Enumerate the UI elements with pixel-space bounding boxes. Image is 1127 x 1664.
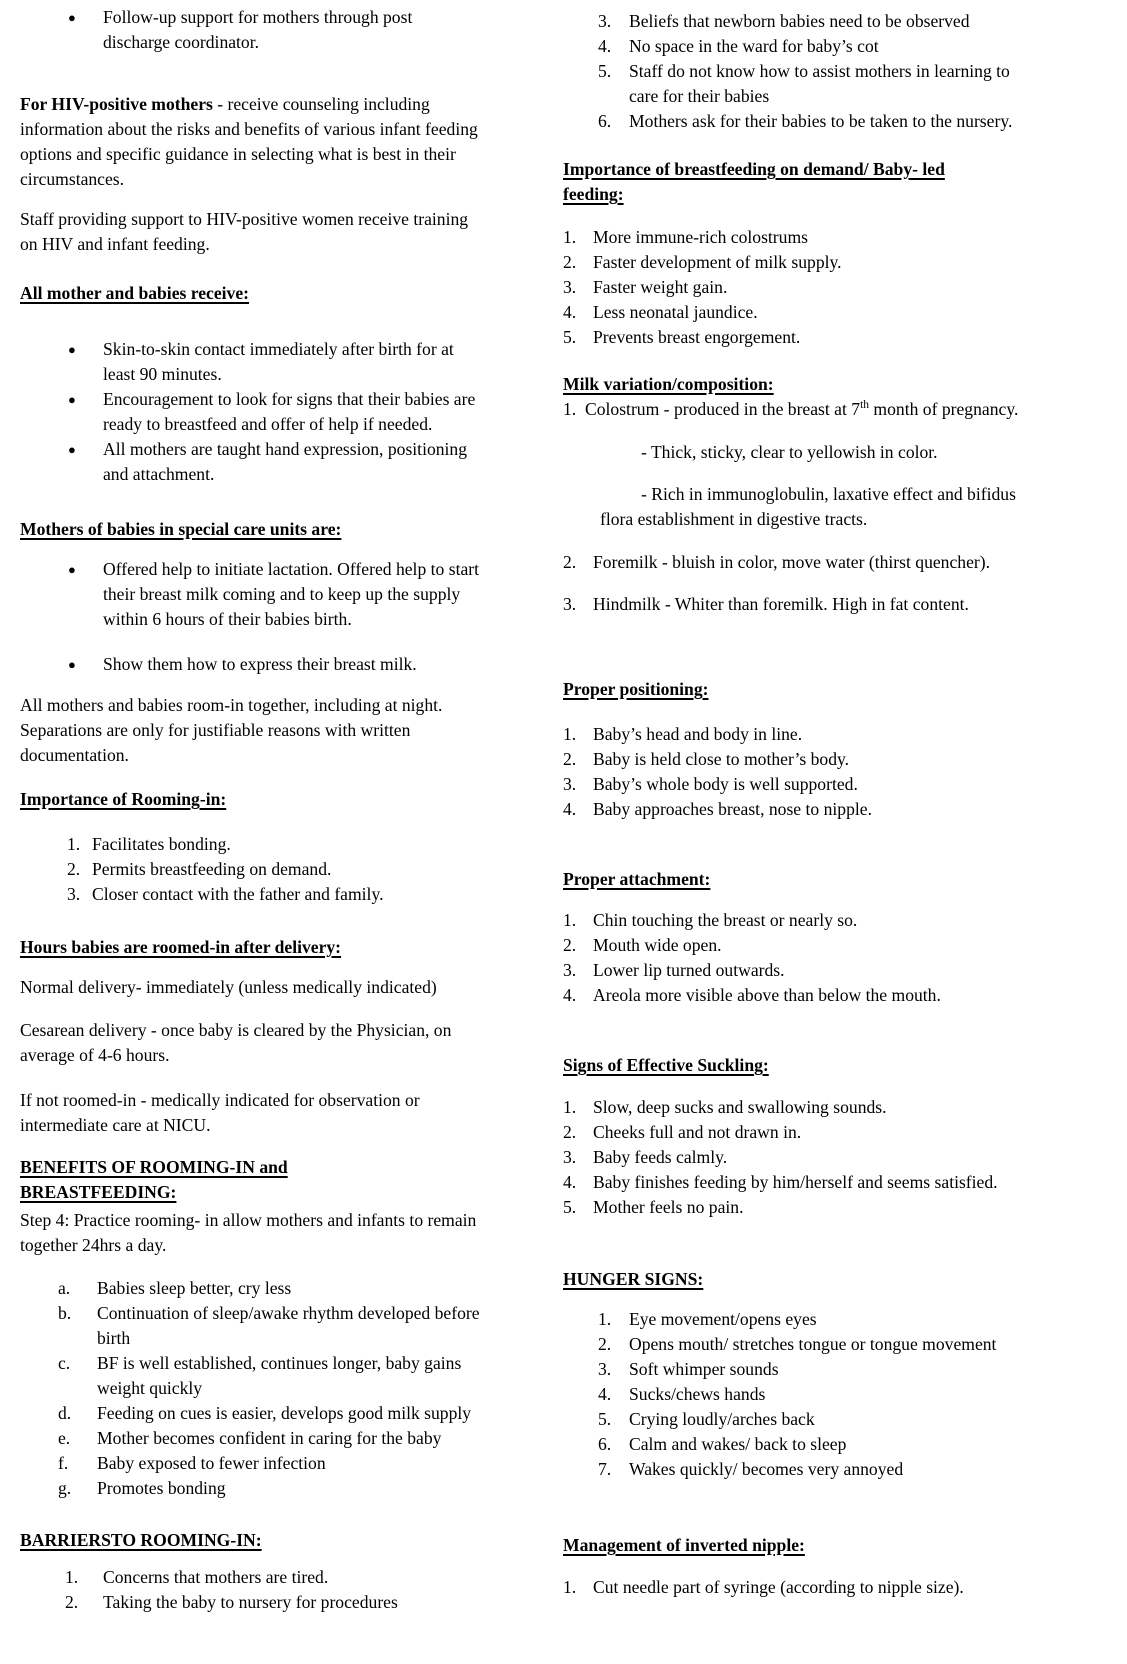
list-marker: 3. <box>598 1359 612 1379</box>
list-marker: 1. <box>67 834 81 854</box>
colostrum-note-thick: - Thick, sticky, clear to yellowish in color. <box>641 442 938 462</box>
list-item: 3. Beliefs that newborn babies need to be observed <box>563 9 1038 34</box>
list-marker: c. <box>58 1353 71 1373</box>
list-item: 1. Eye movement/opens eyes <box>563 1307 1038 1332</box>
superscript-th: th <box>860 399 870 412</box>
heading-proper-positioning: Proper positioning: <box>563 679 709 699</box>
list-item: 5. Crying loudly/arches back <box>563 1407 1038 1432</box>
list-marker: 5. <box>563 1197 577 1217</box>
hours-not-roomed-in: If not roomed-in - medically indicated for observation or intermediate care at NICU. <box>20 1090 420 1135</box>
bullet-icon: ● <box>68 442 76 457</box>
list-marker: g. <box>58 1478 72 1498</box>
list-item: 3. Soft whimper sounds <box>563 1357 1038 1382</box>
list-marker: 2. <box>563 252 577 272</box>
list-marker: 2. <box>563 935 577 955</box>
list-marker: 4. <box>563 985 577 1005</box>
list-item: ● Show them how to express their breast milk. <box>20 652 480 677</box>
list-marker: 4. <box>598 36 612 56</box>
hindmilk-item: 3. Hindmilk - Whiter than foremilk. High in fat content. <box>563 592 1038 617</box>
colostrum-note-rich: - Rich in immunoglobulin, laxative effect and bifidus flora establishment in digestive tracts. <box>600 484 1016 529</box>
list-item: 3. Lower lip turned outwards. <box>563 958 1038 983</box>
list-marker: 2. <box>598 1334 612 1354</box>
list-item: ● Skin-to-skin contact immediately after birth for at least 90 minutes. <box>68 339 454 384</box>
list-item: 2. Mouth wide open. <box>563 933 1038 958</box>
list-item: 4. Sucks/chews hands <box>563 1382 1038 1407</box>
barriers-continued-list <box>563 9 1038 134</box>
demand-feeding-list <box>563 225 1038 350</box>
list-item: e. Mother becomes confident in caring for the baby <box>20 1426 480 1451</box>
list-item: 1. Concerns that mothers are tired. <box>20 1565 480 1590</box>
followup-bullet-item <box>20 5 480 55</box>
inverted-nipple-item: 1. Cut needle part of syringe (according to nipple size). <box>563 1575 1038 1600</box>
list-marker: 4. <box>563 302 577 322</box>
rooming-importance-list <box>20 832 480 907</box>
right-column <box>563 0 1038 1600</box>
heading-breastfeeding-on-demand: Importance of breastfeeding on demand/ Baby- led feeding: <box>563 159 945 204</box>
heading-benefits-rooming-in: BENEFITS OF ROOMING-IN and BREASTFEEDING: <box>20 1157 288 1202</box>
heading-effective-suckling: Signs of Effective Suckling: <box>563 1055 769 1075</box>
list-item: 1. Slow, deep sucks and swallowing sounds. <box>563 1095 1038 1120</box>
room-in-paragraph: All mothers and babies room-in together, including at night. Separations are only for justifiable reasons with written documentation. <box>20 695 443 765</box>
list-item: 1. Facilitates bonding. <box>20 832 480 857</box>
list-marker: 3. <box>563 960 577 980</box>
list-item: 2. Faster development of milk supply. <box>563 250 1038 275</box>
list-item: ● Offered help to initiate lactation. Offered help to start their breast milk coming and to keep up the supply within 6 hours of their babies birth. <box>68 559 480 629</box>
heading-barriers-rooming-in: BARRIERSTO ROOMING-IN: <box>20 1530 262 1550</box>
list-marker: 2. <box>67 859 81 879</box>
list-item: 4. Baby finishes feeding by him/herself and seems satisfied. <box>563 1170 1038 1195</box>
staff-paragraph: Staff providing support to HIV-positive women receive training on HIV and infant feeding. <box>20 209 469 254</box>
heading-inverted-nipple: Management of inverted nipple: <box>563 1535 805 1555</box>
heading-hunger-signs: HUNGER SIGNS: <box>563 1269 704 1289</box>
list-item: g. Promotes bonding <box>20 1476 480 1501</box>
list-marker: 4. <box>563 1172 577 1192</box>
list-marker: a. <box>58 1278 71 1298</box>
list-marker: 3. <box>563 774 577 794</box>
heading-milk-variation: Milk variation/composition: <box>563 374 774 394</box>
list-marker: 6. <box>598 111 612 131</box>
list-marker: 3. <box>563 277 577 297</box>
list-item: f. Baby exposed to fewer infection <box>20 1451 480 1476</box>
list-item: 4. No space in the ward for baby’s cot <box>563 34 1038 59</box>
list-marker: e. <box>58 1428 71 1448</box>
heading-special-care-units: Mothers of babies in special care units are: <box>20 519 342 539</box>
bullet-icon: ● <box>68 342 76 357</box>
heading-hours-roomed-in: Hours babies are roomed-in after delivery: <box>20 937 342 957</box>
list-item: 5. Staff do not know how to assist mothers in learning to care for their babies <box>598 61 1010 106</box>
special-care-bullet-list <box>20 557 480 677</box>
list-item: 1. Chin touching the breast or nearly so. <box>563 908 1038 933</box>
list-marker: 6. <box>598 1434 612 1454</box>
list-item: 2. Permits breastfeeding on demand. <box>20 857 480 882</box>
list-item: c. BF is well established, continues longer, baby gains weight quickly <box>58 1353 462 1398</box>
benefits-intro-paragraph: Step 4: Practice rooming- in allow mothers and infants to remain together 24hrs a day. <box>20 1210 477 1255</box>
list-item: d. Feeding on cues is easier, develops good milk supply <box>20 1401 480 1426</box>
list-marker: 1. <box>563 724 577 744</box>
list-marker: b. <box>58 1303 72 1323</box>
suckling-list <box>563 1095 1038 1220</box>
bullet-icon: ● <box>68 657 76 672</box>
hours-normal-delivery: Normal delivery- immediately (unless medically indicated) <box>20 977 437 997</box>
list-marker: 2. <box>563 552 577 572</box>
list-item: 3. Baby feeds calmly. <box>563 1145 1038 1170</box>
list-item: 1. More immune-rich colostrums <box>563 225 1038 250</box>
bullet-icon: ● <box>68 392 76 407</box>
attachment-list <box>563 908 1038 1008</box>
heading-importance-rooming-in: Importance of Rooming-in: <box>20 789 227 809</box>
list-item: 5. Mother feels no pain. <box>563 1195 1038 1220</box>
list-item: b. Continuation of sleep/awake rhythm developed before birth <box>58 1303 480 1348</box>
benefits-lettered-list <box>20 1276 480 1501</box>
list-marker: 4. <box>598 1384 612 1404</box>
list-marker: 3. <box>67 884 81 904</box>
list-marker: 3. <box>563 594 577 614</box>
list-item: 4. Baby approaches breast, nose to nipple. <box>563 797 1038 822</box>
list-marker: 2. <box>65 1592 79 1612</box>
list-marker: 5. <box>598 61 612 81</box>
barriers-list <box>20 1565 480 1615</box>
list-item: 1. Baby’s head and body in line. <box>563 722 1038 747</box>
list-item: 3. Baby’s whole body is well supported. <box>563 772 1038 797</box>
list-item: 2. Opens mouth/ stretches tongue or tongue movement <box>563 1332 1038 1357</box>
list-item: 3. Closer contact with the father and family. <box>20 882 480 907</box>
list-item: 2. Cheeks full and not drawn in. <box>563 1120 1038 1145</box>
list-item: 7. Wakes quickly/ becomes very annoyed <box>563 1457 1038 1482</box>
all-mothers-bullet-list <box>20 337 480 487</box>
list-item: 4. Less neonatal jaundice. <box>563 300 1038 325</box>
list-marker: 3. <box>563 1147 577 1167</box>
followup-bullet-text: Follow-up support for mothers through post discharge coordinator. <box>103 7 413 52</box>
hiv-paragraph <box>20 92 480 192</box>
list-item: 4. Areola more visible above than below the mouth. <box>563 983 1038 1008</box>
bullet-icon: ● <box>68 10 76 25</box>
list-marker: 4. <box>563 799 577 819</box>
list-item: 6. Mothers ask for their babies to be taken to the nursery. <box>563 109 1038 134</box>
hiv-paragraph-bold: For HIV-positive mothers <box>20 94 213 114</box>
list-marker: 5. <box>598 1409 612 1429</box>
list-item: a. Babies sleep better, cry less <box>20 1276 480 1301</box>
list-marker: 3. <box>598 11 612 31</box>
list-marker: 1. <box>563 1577 577 1597</box>
list-marker: 2. <box>563 1122 577 1142</box>
foremilk-item: 2. Foremilk - bluish in color, move water (thirst quencher). <box>563 550 1038 575</box>
left-column <box>20 0 480 1615</box>
list-marker: 1. <box>563 227 577 247</box>
list-marker: 1. <box>563 1097 577 1117</box>
list-marker: 5. <box>563 327 577 347</box>
list-marker: 7. <box>598 1459 612 1479</box>
positioning-list <box>563 722 1038 822</box>
heading-proper-attachment: Proper attachment: <box>563 869 711 889</box>
list-item: 5. Prevents breast engorgement. <box>563 325 1038 350</box>
hunger-signs-list <box>563 1307 1038 1482</box>
list-item: 2. Baby is held close to mother’s body. <box>563 747 1038 772</box>
colostrum-paragraph: 1. Colostrum - produced in the breast at 7th month of pregnancy. <box>563 399 1019 419</box>
list-marker: 1. <box>65 1567 79 1587</box>
heading-all-mothers-receive: All mother and babies receive: <box>20 283 250 303</box>
list-item: 3. Faster weight gain. <box>563 275 1038 300</box>
hiv-paragraph-rest: - receive counseling including information about the risks and benefits of various infant feeding options and specific guidance in selecting what is best in their circumstances. <box>20 94 478 189</box>
list-marker: 1. <box>563 910 577 930</box>
bullet-icon: ● <box>68 562 76 577</box>
list-item: ● Encouragement to look for signs that their babies are ready to breastfeed and offer of help if needed. <box>68 389 476 434</box>
list-item: 6. Calm and wakes/ back to sleep <box>563 1432 1038 1457</box>
list-item: ● All mothers are taught hand expression, positioning and attachment. <box>68 439 468 484</box>
list-marker: 1. <box>598 1309 612 1329</box>
list-marker: 2. <box>563 749 577 769</box>
list-item: 2. Taking the baby to nursery for procedures <box>20 1590 480 1615</box>
list-marker: f. <box>58 1453 69 1473</box>
list-marker: d. <box>58 1403 72 1423</box>
hours-cesarean-delivery: Cesarean delivery - once baby is cleared by the Physician, on average of 4-6 hours. <box>20 1020 452 1065</box>
